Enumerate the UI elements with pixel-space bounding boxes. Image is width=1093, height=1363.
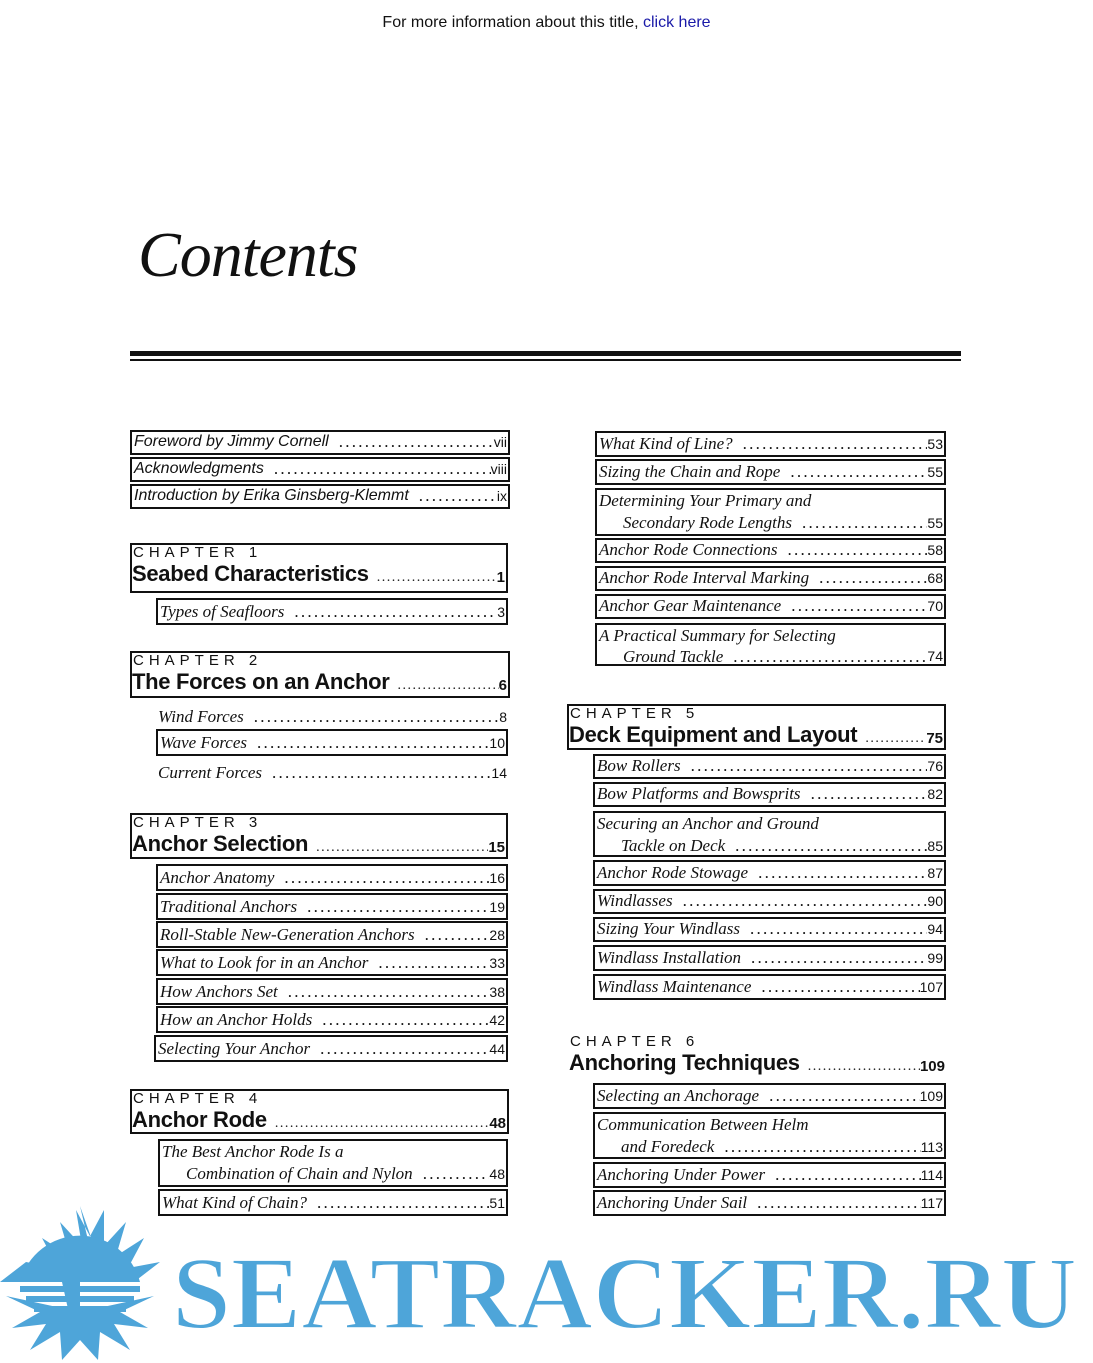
watermark-text: SEATRACKER.RU [172,1236,1077,1351]
toc-entry-how-anchors-set[interactable]: How Anchors Set . . . 38 [156,978,508,1005]
toc-entry-introduction[interactable]: Introduction by Erika Ginsberg-Klemmt . . . ix [130,484,510,509]
chapter-3-heading[interactable]: CHAPTER 3 Anchor Selection . . . 15 [130,813,508,859]
toc-entry-sizing-chain-rope[interactable]: Sizing the Chain and Rope . . . 55 [595,459,946,485]
toc-entry-determining-rode-lengths[interactable]: Determining Your Primary and Secondary Rode Lengths . . . 55 [595,488,946,536]
toc-entry-what-kind-of-line[interactable]: What Kind of Line? . . . 53 [595,431,946,457]
sunburst-logo-icon [0,1206,160,1360]
toc-entry-rode-interval-marking[interactable]: Anchor Rode Interval Marking . . . 68 [595,566,946,591]
title-rule-thick [130,351,961,356]
toc-entry-how-an-anchor-holds[interactable]: How an Anchor Holds . . . 42 [156,1006,508,1033]
toc-entry-wind-forces[interactable]: Wind Forces . . . 8 [156,702,508,728]
click-here-link[interactable]: click here [642,14,711,31]
chapter-5-heading[interactable]: CHAPTER 5 Deck Equipment and Layout . . . 75 [567,704,946,750]
toc-entry-securing-anchor[interactable]: Securing an Anchor and Ground Tackle on Deck . . . 85 [593,811,946,857]
toc-entry-gear-maintenance[interactable]: Anchor Gear Maintenance . . . 70 [595,594,946,619]
toc-entry-windlasses[interactable]: Windlasses . . . 90 [593,889,946,914]
toc-entry-best-anchor-rode[interactable]: The Best Anchor Rode Is a Combination of Chain and Nylon . . . 48 [158,1139,508,1187]
toc-entry-acknowledgments[interactable]: Acknowledgments . . . viii [130,457,510,482]
toc-entry-wave-forces[interactable]: Wave Forces . . . 10 [156,729,508,756]
toc-entry-sizing-windlass[interactable]: Sizing Your Windlass . . . 94 [593,917,946,942]
toc-entry-current-forces[interactable]: Current Forces . . . 14 [156,758,508,784]
chapter-6-heading[interactable]: CHAPTER 6 Anchoring Techniques . . . 109 [569,1034,946,1080]
toc-entry-practical-summary[interactable]: A Practical Summary for Selecting Ground Tackle . . . 74 [595,623,946,666]
chapter-4-heading[interactable]: CHAPTER 4 Anchor Rode . . . 48 [130,1089,509,1134]
chapter-2-heading[interactable]: CHAPTER 2 The Forces on an Anchor . . . 6 [130,651,510,698]
toc-entry-traditional-anchors[interactable]: Traditional Anchors . . . 19 [156,893,508,920]
more-info-text: For more information about this title, [382,14,643,31]
toc-entry-selecting-anchorage[interactable]: Selecting an Anchorage . . . 109 [593,1083,946,1109]
seatracker-watermark [0,1200,1093,1363]
toc-entry-what-kind-of-chain[interactable]: What Kind of Chain? . . . 51 [158,1189,508,1216]
toc-entry-communication[interactable]: Communication Between Helm and Foredeck . . . 113 [593,1112,946,1159]
toc-entry-what-to-look-for[interactable]: What to Look for in an Anchor . . . 33 [156,949,508,976]
chapter-1-heading[interactable]: CHAPTER 1 Seabed Characteristics . . . 1 [130,543,508,593]
toc-entry-windlass-maintenance[interactable]: Windlass Maintenance . . . 107 [593,974,946,1000]
toc-entry-foreword[interactable]: Foreword by Jimmy Cornell . . . vii [130,430,510,455]
toc-entry-rode-stowage[interactable]: Anchor Rode Stowage . . . 87 [593,860,946,886]
toc-entry-roll-stable-anchors[interactable]: Roll-Stable New-Generation Anchors . . . 28 [156,921,508,948]
toc-entry-bow-platforms[interactable]: Bow Platforms and Bowsprits . . . 82 [593,782,946,807]
toc-entry-windlass-installation[interactable]: Windlass Installation . . . 99 [593,945,946,971]
toc-entry-anchor-anatomy[interactable]: Anchor Anatomy . . . 16 [156,864,508,891]
toc-entry-selecting-your-anchor[interactable]: Selecting Your Anchor . . . 44 [154,1035,508,1062]
toc-entry-bow-rollers[interactable]: Bow Rollers . . . 76 [593,754,946,779]
title-rule-thin [130,359,961,361]
toc-entry-types-of-seafloors[interactable]: Types of Seafloors . . . 3 [156,598,508,625]
page-title: Contents [138,219,358,290]
more-info-line [0,14,1093,32]
toc-entry-anchoring-under-power[interactable]: Anchoring Under Power . . . 114 [593,1162,946,1188]
toc-entry-anchoring-under-sail[interactable]: Anchoring Under Sail . . . 117 [593,1190,946,1216]
toc-entry-rode-connections[interactable]: Anchor Rode Connections . . . 58 [595,538,946,563]
